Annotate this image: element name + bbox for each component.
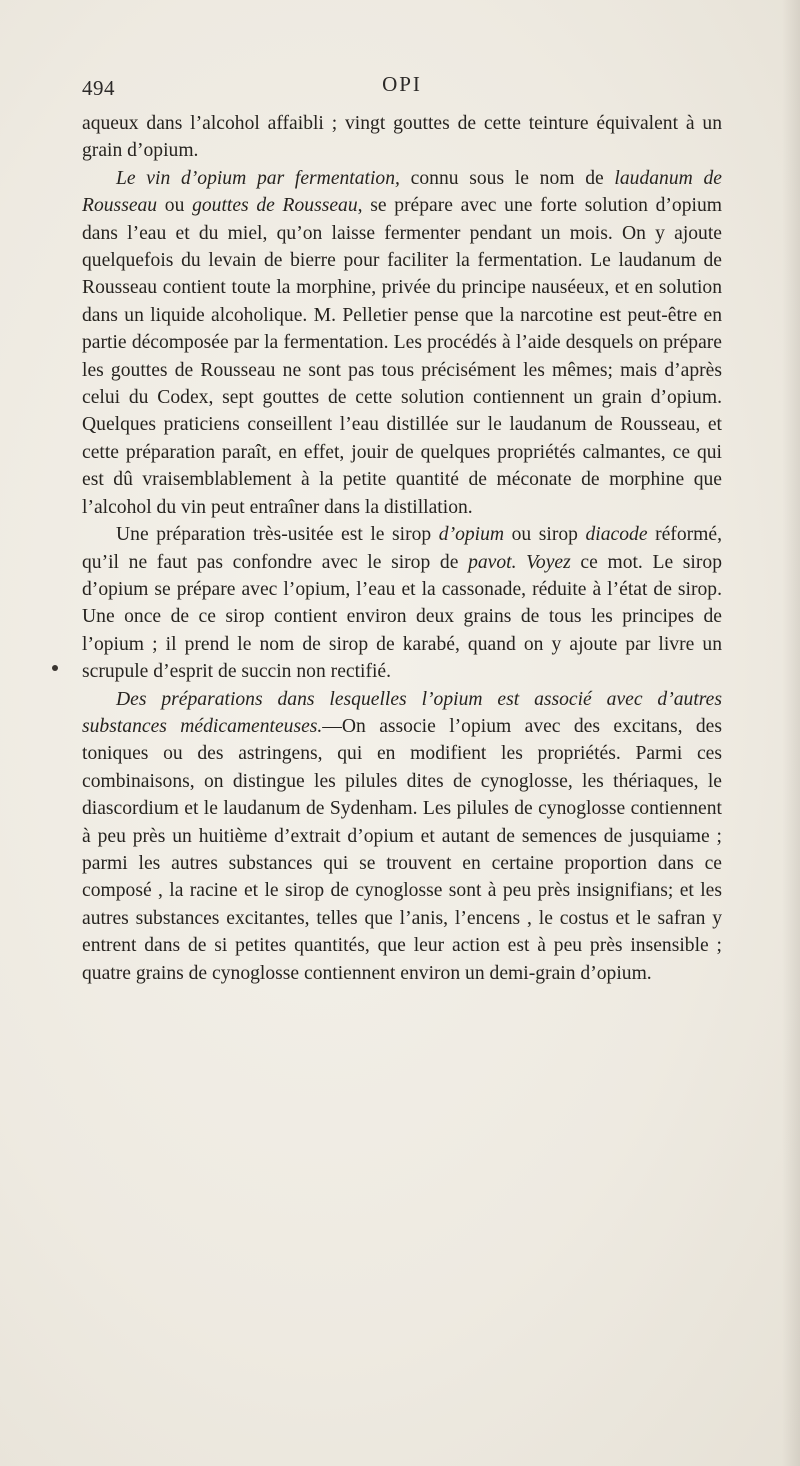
text-run: ou — [157, 195, 193, 217]
paragraph-4 — [82, 686, 722, 987]
paragraph-1 — [82, 110, 722, 165]
text-run: réformé, qu’il ne faut pas confondre avec le sirop de — [82, 524, 722, 573]
paragraph-2 — [82, 165, 722, 521]
text-run: ce mot. Le sirop d’opium se prépare avec l’opium, l’eau et la cassonade, réduite à l’état de sirop. Une once de ce sirop contient environ deux grains de tous les principes de l’opium ; il prend le nom de sirop de karabé, quand on y ajoute par livre un scrupule d’esprit de succin non rectifié. — [82, 551, 722, 683]
ink-dot — [52, 665, 58, 671]
body-text — [82, 110, 722, 987]
italic-term: gouttes de Rousseau — [192, 195, 358, 217]
italic-heading: Des préparations dans lesquelles l’opium est associé avec d’autres substances médicamenteuses. — [82, 688, 722, 737]
text-run: —On associe l’opium avec des excitans, des toniques ou des astringens, qui en modifient les propriétés. Parmi ces combinaisons, on distingue les pilules dites de cynoglosse, les thériaques, le diascordium et le laudanum de Sydenham. Les pilules de cynoglosse contiennent à peu près un huitième d’extrait d’opium et autant de semences de jusquiame ; parmi les autres substances qui se trouvent en certaine proportion dans ce composé , la racine et le sirop de cynoglosse sont à peu près insignifians; et les autres substances excitantes, telles que l’anis, l’encens , le costus et le safran y entrent dans de si petites quantités, que leur action est à peu près insensible ; quatre grains de cynoglosse contiennent environ un demi-grain d’opium. — [82, 715, 722, 984]
page-number: 494 — [82, 76, 115, 100]
text-run: ou sirop — [504, 524, 586, 546]
italic-heading: Le vin d’opium par fermentation, — [116, 167, 400, 189]
running-head: OPI — [382, 72, 422, 96]
italic-term: pavot. Voyez — [468, 551, 571, 573]
text-run: connu sous le nom de — [399, 167, 615, 189]
page-header — [82, 72, 722, 112]
text-run: , se prépare avec une forte solution d’opium dans l’eau et du miel, qu’on laisse fermenter pendant un mois. On y ajoute quelquefois du levain de bierre pour faciliter la fermentation. Le laudanum de Rousseau contient toute la morphine, privée du principe nauséeux, et en solution dans un liquide alcoholique. M. Pelletier pense que la narcotine est peut-être en partie décomposée par la fermentation. Les procédés à l’aide desquels on prépare les gouttes de Rousseau ne sont pas tous précisément les mêmes; mais d’après celui du Codex, sept gouttes de cette solution contiennent un grain d’opium. Quelques praticiens conseillent l’eau distillée sur le laudanum de Rousseau, et cette préparation paraît, en effet, jouir de quelques propriétés calmantes, ce qui est dû vraisemblablement à la petite quantité de méconate de morphine que l’alcohol du vin peut entraîner dans la distillation. — [82, 195, 723, 518]
paragraph-3 — [82, 521, 722, 685]
text-run: Une préparation très-usitée est le sirop — [116, 524, 439, 546]
italic-term: laudanum de Rousseau — [82, 167, 722, 217]
text-run: aqueux dans l’alcohol affaibli ; vingt gouttes de cette teinture équivalent à un grain d’opium. — [82, 113, 722, 162]
italic-term: d’opium — [438, 524, 505, 546]
page-edge-shadow — [782, 0, 800, 1466]
italic-term: diacode — [585, 524, 648, 546]
